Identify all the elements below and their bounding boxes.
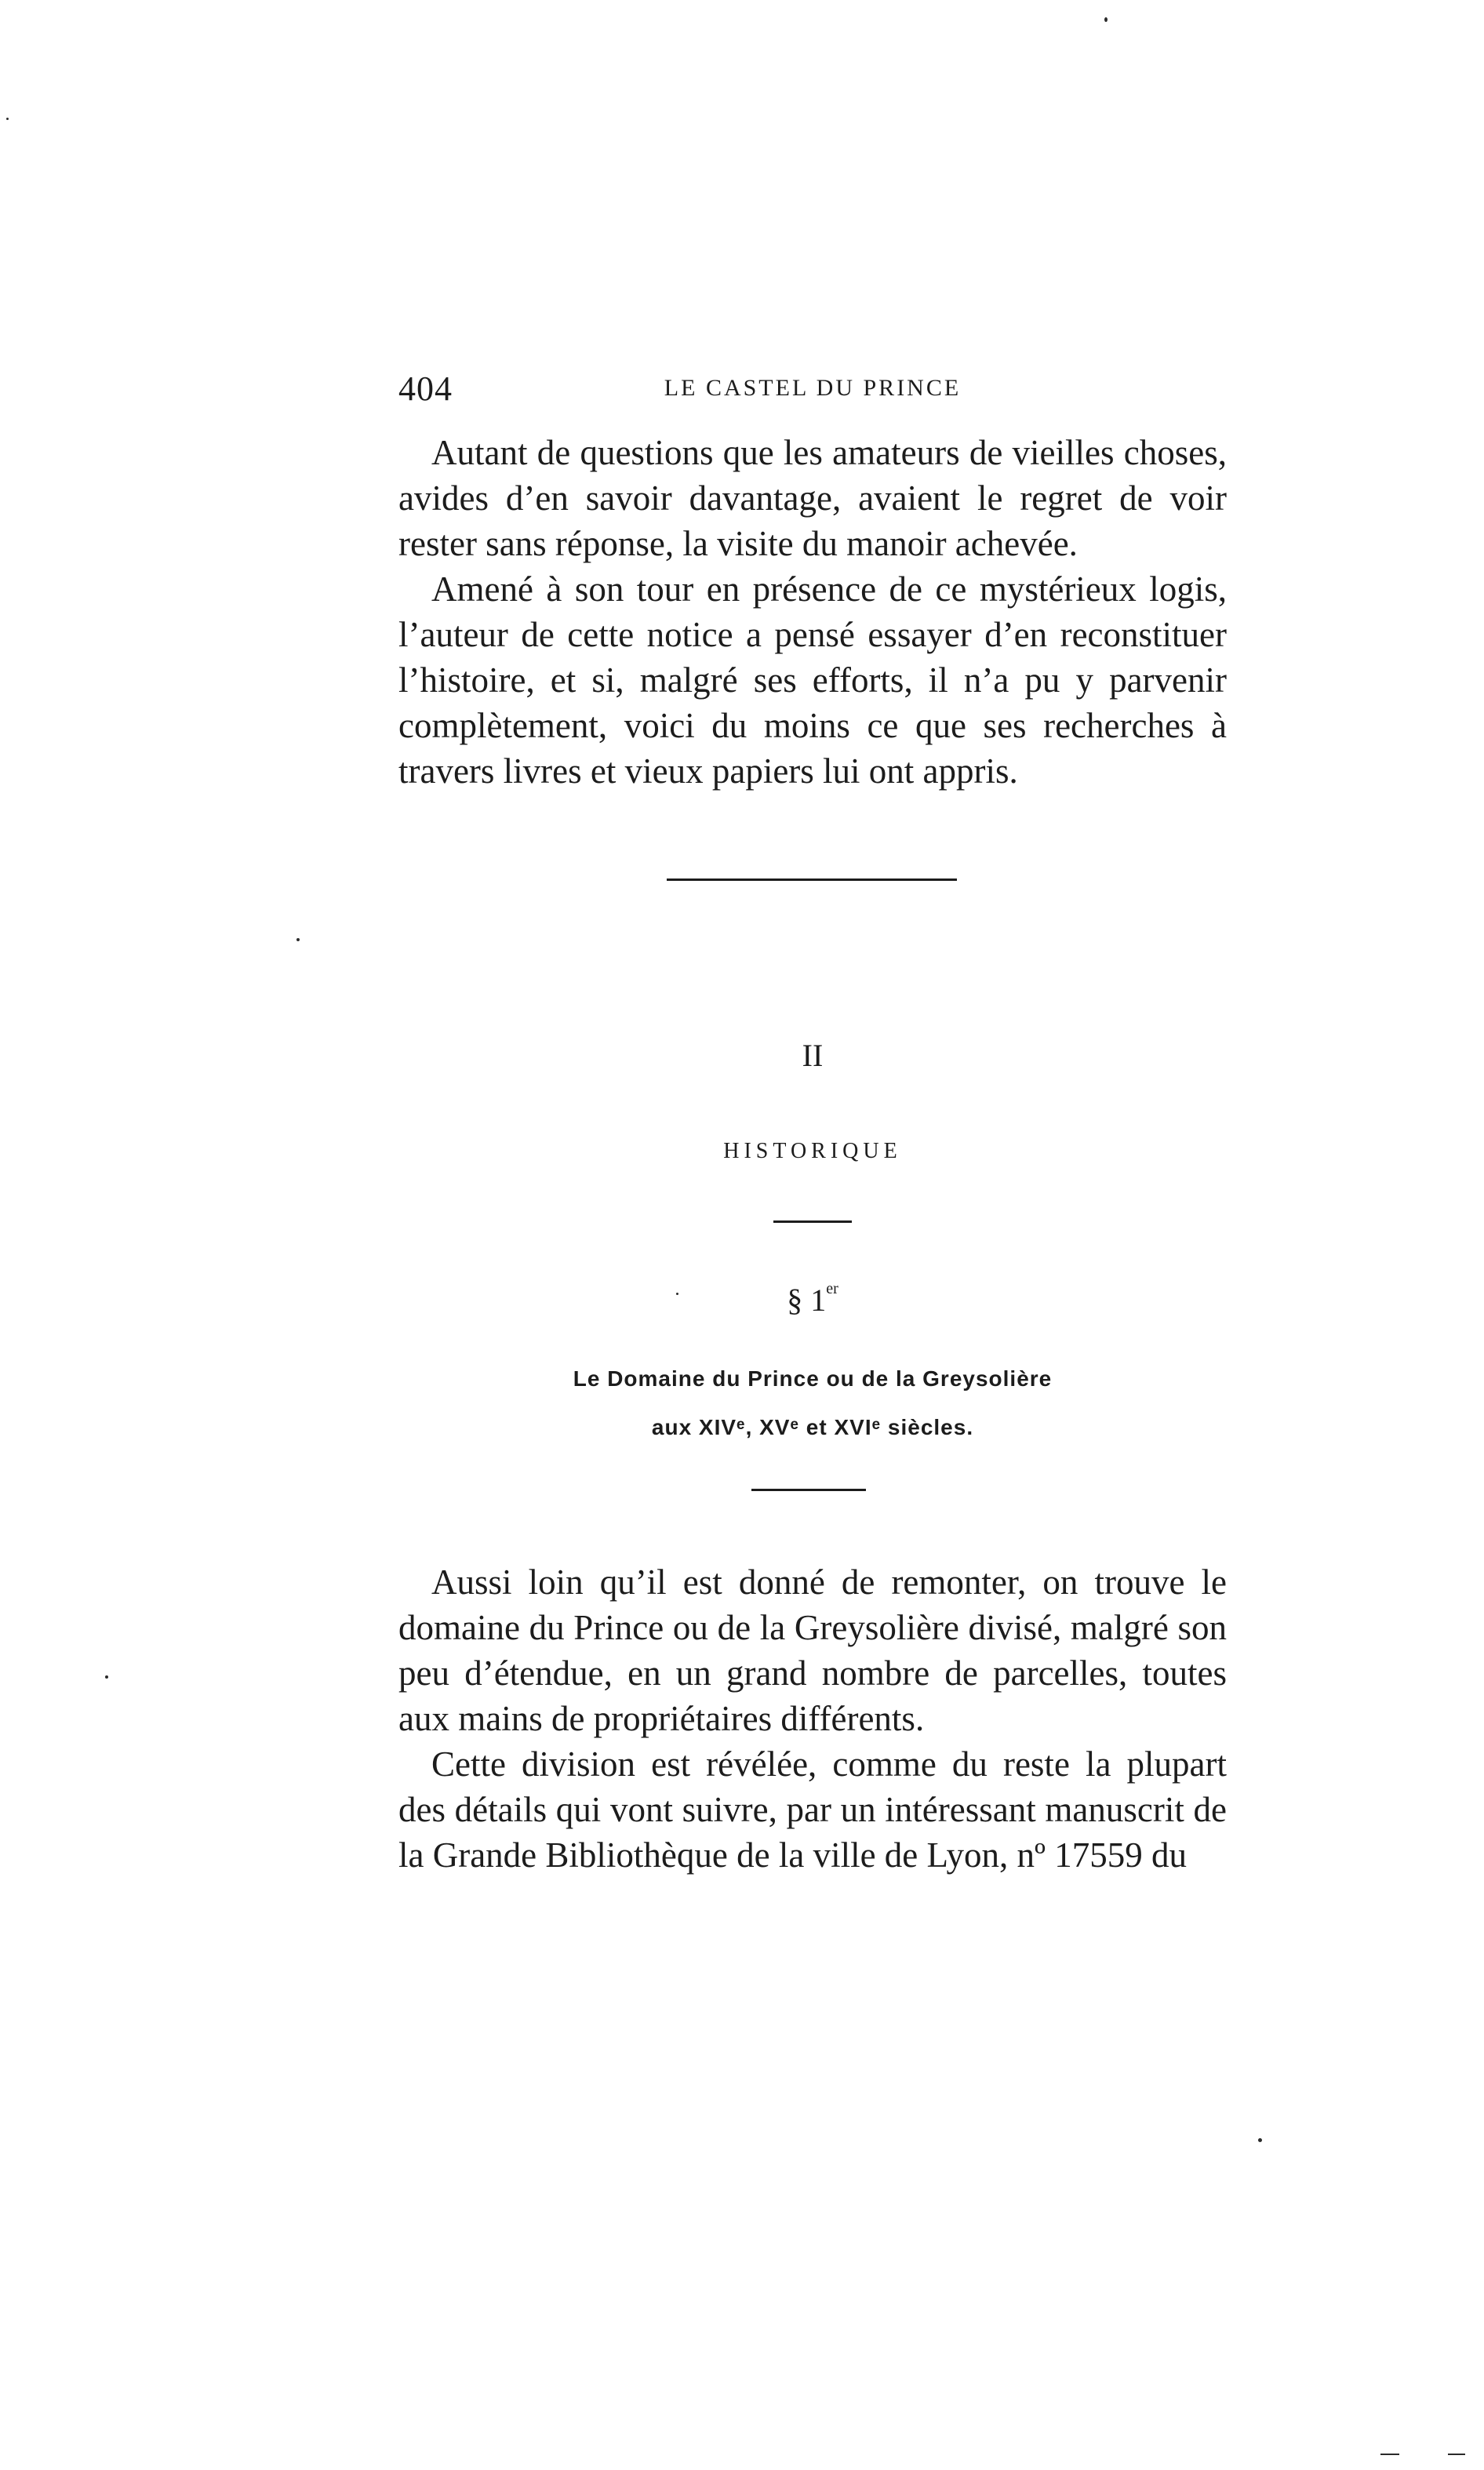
title-divider-short — [773, 1220, 852, 1223]
paragraph-heading — [398, 1280, 1227, 1319]
running-title: LE CASTEL DU PRINCE — [664, 375, 962, 401]
section-title: HISTORIQUE — [723, 1139, 902, 1163]
subtitle-line-2: aux XIVᵉ, XVᵉ et XVIᵉ siècles. — [651, 1415, 974, 1439]
intro-text — [398, 430, 1227, 794]
section-divider-long — [667, 879, 957, 881]
subtitle-line-1: Le Domaine du Prince ou de la Greysolière — [573, 1366, 1053, 1391]
body-paragraph-2: Cette division est révélée, comme du reste la plupart des détails qui vont suivre, par un intéressant manuscrit de la Grande Bibliothèque de la ville de Lyon, nº 17559 du — [398, 1744, 1227, 1875]
intro-paragraph-2: Amené à son tour en présence de ce mystérieux logis, l’auteur de cette notice a pensé essayer d’en reconstituer l’histoire, et si, malgré ses efforts, il n’a pu y parvenir complètement, voici du moins ce que ses recherches à travers livres et vieux papiers lui ont appris. — [398, 569, 1227, 791]
page-header — [398, 369, 1227, 416]
section-number: II — [802, 1038, 824, 1073]
body-paragraph-1: Aussi loin qu’il est donné de remonter, on trouve le domaine du Prince ou de la Greysolière divisé, malgré son peu d’étendue, en un grand nombre de parcelles, toutes aux mains de propriétaires différents. — [398, 1562, 1227, 1738]
intro-paragraph-1: Autant de questions que les amateurs de vieilles choses, avides d’en savoir davantage, avaient le regret de voir rester sans réponse, la visite du manoir achevée. — [398, 433, 1227, 563]
paragraph-mark-superscript: er — [826, 1280, 838, 1297]
subtitle-divider-short — [751, 1489, 866, 1491]
page-number: 404 — [398, 369, 453, 408]
paragraph-mark-text: § 1 — [787, 1282, 827, 1318]
body-text — [398, 1559, 1227, 1878]
